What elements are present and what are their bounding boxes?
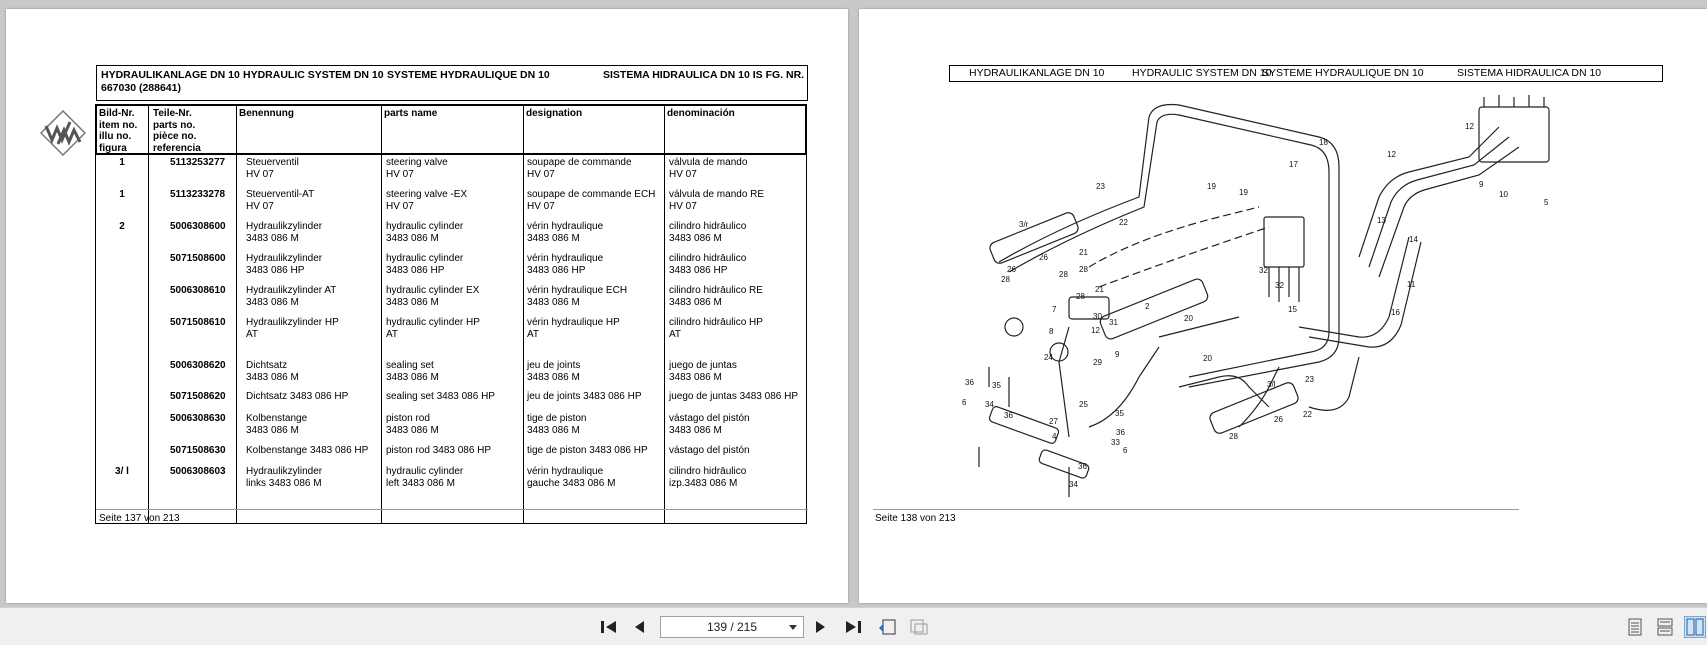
col-header-teile: Teile-Nr. parts no. pièce no. referencia xyxy=(153,108,201,154)
cell-designation: tige de piston 3483 086 M xyxy=(527,413,587,436)
cell-denominacion: cilindro hidrāulico 3483 086 M xyxy=(669,221,747,244)
header-title-en: HYDRAULIC SYSTEM DN 10 xyxy=(243,69,384,81)
drawing-callout-label: 17 xyxy=(1289,160,1298,169)
cell-parts-name: hydraulic cylinder 3483 086 M xyxy=(386,221,464,244)
drawing-callout-label: 34 xyxy=(1069,480,1078,489)
item-number: 1 xyxy=(119,189,125,200)
drawing-callout-label: 35 xyxy=(1115,409,1124,418)
drawing-callout-label: 26 xyxy=(1274,415,1283,424)
header-title-es: SISTEMA HIDRAULICA DN 10 IS FG. NR. xyxy=(603,69,805,81)
drawing-callout-label: 22 xyxy=(1119,218,1128,227)
drawing-callout-label: 28 xyxy=(1076,292,1085,301)
single-page-icon[interactable] xyxy=(1624,616,1646,638)
drawing-callout-label: 36 xyxy=(1078,462,1087,471)
two-page-icon[interactable] xyxy=(1684,616,1706,638)
drawing-callout-label: 10 xyxy=(1499,190,1508,199)
header-fg-number: 667030 (288641) xyxy=(101,82,181,94)
header-title-fr: SYSTEME HYDRAULIQUE DN 10 xyxy=(387,69,550,81)
cell-designation: jeu de joints 3483 086 M xyxy=(527,360,581,383)
drawing-callout-label: 23 xyxy=(1305,375,1314,384)
page-header xyxy=(949,65,1663,82)
cell-designation: vérin hydraulique ECH 3483 086 M xyxy=(527,285,628,308)
drawing-callout-label: 2 xyxy=(1145,302,1150,311)
drawing-callout-label: 36 xyxy=(1116,428,1125,437)
col-header-designation: designation xyxy=(526,108,583,119)
cell-designation: soupape de commande HV 07 xyxy=(527,157,632,180)
col-header-parts-name: parts name xyxy=(384,108,438,119)
cell-denominacion: cilindro hidrāulico izp.3483 086 M xyxy=(669,466,747,489)
drawing-callout-label: 31 xyxy=(1109,318,1118,327)
drawing-callout-label: 4 xyxy=(1052,432,1057,441)
wm-logo-icon xyxy=(40,110,86,156)
cell-designation: vérin hydraulique gauche 3483 086 M xyxy=(527,466,616,489)
col-header-bild: Bild-Nr. item no. illu no. figura xyxy=(99,108,138,154)
cell-benennung: Steuerventil-AT HV 07 xyxy=(246,189,315,212)
drawing-callout-label: 23 xyxy=(1096,182,1105,191)
drawing-callout-label: 36 xyxy=(1004,411,1013,420)
page-header xyxy=(96,65,808,101)
page-137 xyxy=(6,9,848,603)
prev-page-icon[interactable] xyxy=(628,616,650,638)
part-number: 5006308600 xyxy=(170,221,226,232)
drawing-callout-label: 24 xyxy=(1044,353,1053,362)
drawing-callout-label: 3/r xyxy=(1019,220,1029,229)
part-number: 5071508630 xyxy=(170,445,226,456)
drawing-callout-label: 28 xyxy=(1079,265,1088,274)
cell-designation: vérin hydraulique HP AT xyxy=(527,317,620,340)
cell-denominacion: válvula de mando RE HV 07 xyxy=(669,189,765,212)
drawing-callout-label: 30 xyxy=(1093,312,1102,321)
cell-designation: jeu de joints 3483 086 HP xyxy=(527,391,642,402)
rotate-icon[interactable] xyxy=(876,616,898,638)
part-number: 5006308630 xyxy=(170,413,226,424)
part-number: 5113233278 xyxy=(170,189,226,200)
item-number: 3/ l xyxy=(115,466,129,477)
drawing-callout-label: 28 xyxy=(1059,270,1068,279)
drawing-callout-label: 32 xyxy=(1259,266,1268,275)
cell-parts-name: sealing set 3483 086 HP xyxy=(386,391,495,402)
cell-parts-name: sealing set 3483 086 M xyxy=(386,360,439,383)
cell-denominacion: vástago del pistón xyxy=(669,445,750,456)
item-number: 2 xyxy=(119,221,125,232)
drawing-callout-label: 20 xyxy=(1203,354,1212,363)
last-page-icon[interactable] xyxy=(842,616,864,638)
drawing-callout-label: 6 xyxy=(962,398,967,407)
col-header-denominacion: denominación xyxy=(667,108,735,119)
drawing-callout-label: 29 xyxy=(1093,358,1102,367)
page-footer: Seite 137 von 213 xyxy=(99,513,180,524)
part-number: 5071508620 xyxy=(170,391,226,402)
part-number: 5006308603 xyxy=(170,466,226,477)
col-header-benennung: Benennung xyxy=(239,108,294,119)
cell-parts-name: hydraulic cylinder 3483 086 HP xyxy=(386,253,464,276)
drawing-callout-label: 26 xyxy=(1039,253,1048,262)
continuous-icon[interactable] xyxy=(1654,616,1676,638)
header-title-en: HYDRAULIC SYSTEM DN 10 xyxy=(1132,67,1272,79)
cell-benennung: Dichtsatz 3483 086 HP xyxy=(246,391,349,402)
part-number: 5071508610 xyxy=(170,317,226,328)
drawing-callout-label: 21 xyxy=(1079,248,1088,257)
drawing-callout-label: 34 xyxy=(985,400,994,409)
drawing-callout-label: 16 xyxy=(1391,308,1400,317)
drawing-callout-label: 36 xyxy=(965,378,974,387)
drawing-callout-label: 12 xyxy=(1091,326,1100,335)
drawing-callout-label: 32 xyxy=(1275,281,1284,290)
cell-benennung: Hydraulikzylinder AT 3483 086 M xyxy=(246,285,337,308)
drawing-callout-label: 5 xyxy=(1544,198,1549,207)
page-footer: Seite 138 von 213 xyxy=(875,513,956,524)
hydraulic-system-drawing xyxy=(939,87,1599,547)
drawing-callout-label: 9 xyxy=(1115,350,1120,359)
drawing-callout-label: 6 xyxy=(1123,446,1128,455)
header-title-fr: SYSTEME HYDRAULIQUE DN 10 xyxy=(1262,67,1424,79)
drawing-callout-label: 33 xyxy=(1111,438,1120,447)
drawing-callout-label: 25 xyxy=(1079,400,1088,409)
drawing-callout-label: 18 xyxy=(1319,138,1328,147)
cell-denominacion: cilindro hidrāulico 3483 086 HP xyxy=(669,253,747,276)
drawing-callout-label: 3/l xyxy=(1267,380,1276,389)
next-page-icon[interactable] xyxy=(810,616,832,638)
drawing-callout-label: 11 xyxy=(1407,280,1416,289)
drawing-callout-label: 19 xyxy=(1239,188,1248,197)
first-page-icon[interactable] xyxy=(598,616,620,638)
cell-parts-name: hydraulic cylinder EX 3483 086 M xyxy=(386,285,480,308)
part-number: 5071508600 xyxy=(170,253,226,264)
item-number: 1 xyxy=(119,157,125,168)
cell-parts-name: steering valve HV 07 xyxy=(386,157,448,180)
cell-denominacion: juego de juntas 3483 086 HP xyxy=(669,391,798,402)
drawing-callout-label: 12 xyxy=(1465,122,1474,131)
header-title-de: HYDRAULIKANLAGE DN 10 xyxy=(101,69,240,81)
cell-designation: soupape de commande ECH HV 07 xyxy=(527,189,656,212)
cell-denominacion: vástago del pistón 3483 086 M xyxy=(669,413,750,436)
cell-benennung: Steuerventil HV 07 xyxy=(246,157,299,180)
drawing-callout-label: 8 xyxy=(1049,327,1054,336)
drawing-callout-label: 27 xyxy=(1049,417,1058,426)
cell-parts-name: hydraulic cylinder left 3483 086 M xyxy=(386,466,464,489)
drawing-callout-label: 15 xyxy=(1288,305,1297,314)
drawing-callout-label: 12 xyxy=(1387,150,1396,159)
cell-benennung: Hydraulikzylinder links 3483 086 M xyxy=(246,466,323,489)
drawing-callout-label: 26 xyxy=(1007,265,1016,274)
drawing-callout-label: 20 xyxy=(1184,314,1193,323)
drawing-callout-label: 7 xyxy=(1052,305,1057,314)
part-number: 5006308620 xyxy=(170,360,226,371)
drawing-callout-label: 22 xyxy=(1303,410,1312,419)
drawing-callout-label: 14 xyxy=(1409,235,1418,244)
chevron-down-icon xyxy=(789,625,797,630)
cell-designation: vérin hydraulique 3483 086 M xyxy=(527,221,604,244)
viewer-toolbar xyxy=(0,607,1707,645)
cell-parts-name: hydraulic cylinder HP AT xyxy=(386,317,480,340)
drawing-callout-label: 28 xyxy=(1229,432,1238,441)
cell-denominacion: válvula de mando HV 07 xyxy=(669,157,748,180)
cell-benennung: Kolbenstange 3483 086 HP xyxy=(246,445,369,456)
cell-parts-name: piston rod 3483 086 M xyxy=(386,413,439,436)
part-number: 5113253277 xyxy=(170,157,226,168)
header-title-de: HYDRAULIKANLAGE DN 10 xyxy=(969,67,1105,79)
parts-table xyxy=(95,104,807,524)
cell-parts-name: piston rod 3483 086 HP xyxy=(386,445,492,456)
drawing-callout-label: 9 xyxy=(1479,180,1484,189)
cell-designation: tige de piston 3483 086 HP xyxy=(527,445,648,456)
drawing-callout-label: 28 xyxy=(1001,275,1010,284)
cell-benennung: Dichtsatz 3483 086 M xyxy=(246,360,299,383)
cell-benennung: Hydraulikzylinder 3483 086 M xyxy=(246,221,323,244)
cell-denominacion: cilindro hidrāulico HP AT xyxy=(669,317,763,340)
page-indicator: 139 / 215 xyxy=(706,620,758,634)
header-title-es: SISTEMA HIDRAULICA DN 10 xyxy=(1457,67,1602,79)
drawing-callout-label: 19 xyxy=(1207,182,1216,191)
cell-denominacion: juego de juntas 3483 086 M xyxy=(669,360,737,383)
drawing-callout-label: 13 xyxy=(1377,216,1386,225)
cell-designation: vérin hydraulique 3483 086 HP xyxy=(527,253,604,276)
drawing-callout-label: 21 xyxy=(1095,285,1104,294)
cell-benennung: Hydraulikzylinder HP AT xyxy=(246,317,339,340)
cell-denominacion: cilindro hidrāulico RE 3483 086 M xyxy=(669,285,763,308)
cell-parts-name: steering valve -EX HV 07 xyxy=(386,189,468,212)
drawing-callout-label: 35 xyxy=(992,381,1001,390)
cell-benennung: Hydraulikzylinder 3483 086 HP xyxy=(246,253,323,276)
fit-icon[interactable] xyxy=(908,616,930,638)
part-number: 5006308610 xyxy=(170,285,226,296)
cell-benennung: Kolbenstange 3483 086 M xyxy=(246,413,308,436)
page-number-select[interactable] xyxy=(660,616,804,638)
page-138 xyxy=(859,9,1707,603)
